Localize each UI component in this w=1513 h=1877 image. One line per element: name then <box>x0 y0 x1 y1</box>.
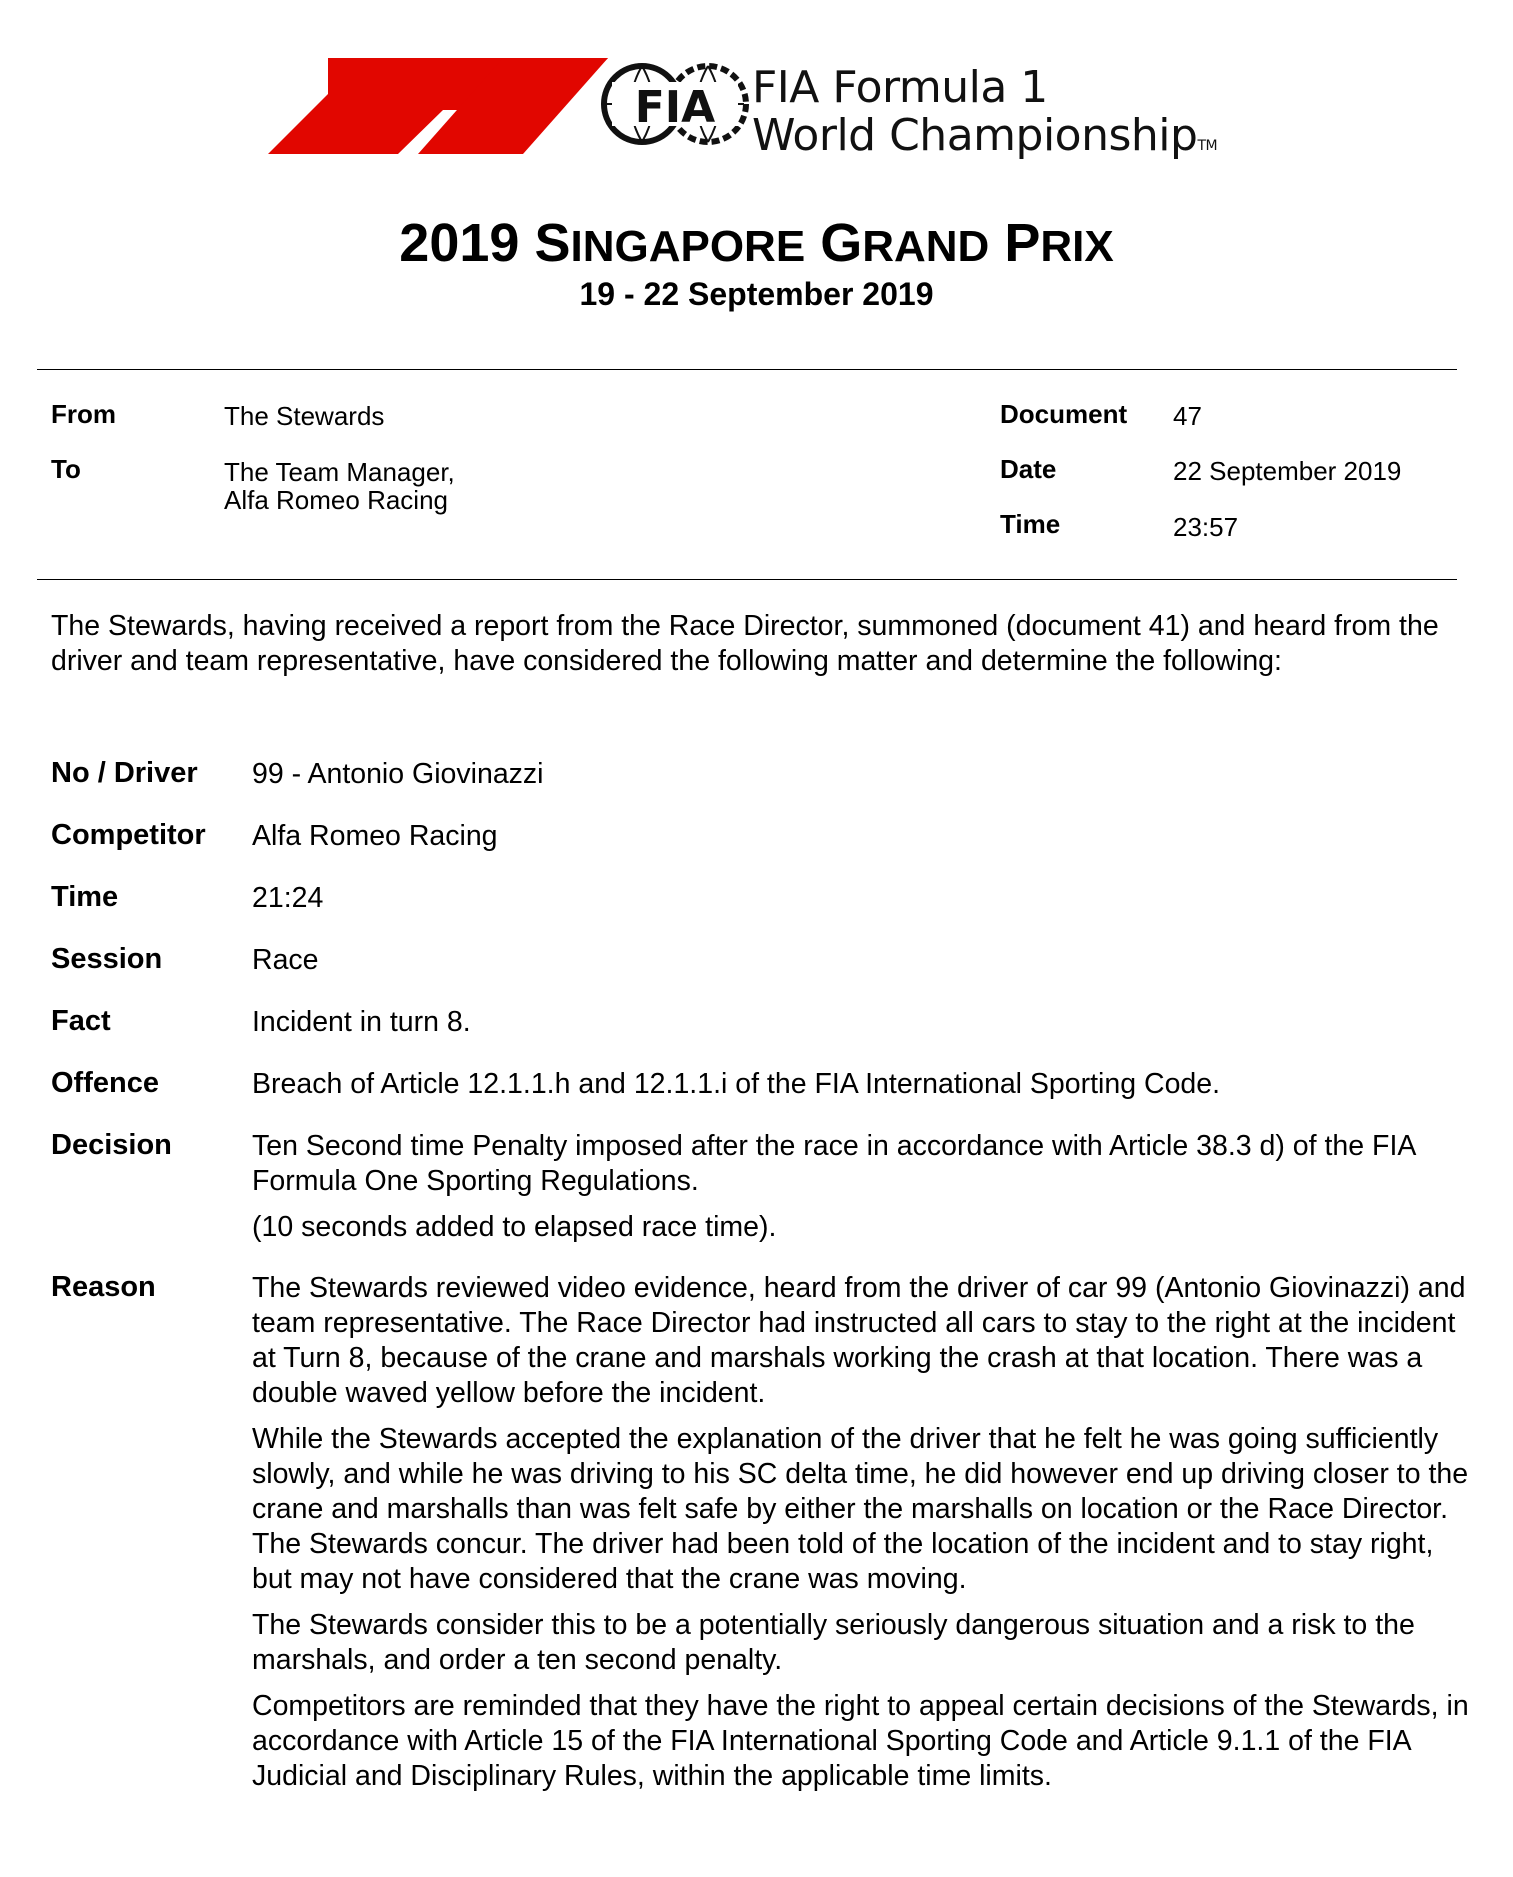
wordmark-line1: FIA Formula 1 <box>752 62 1048 113</box>
competitor-label: Competitor <box>51 819 206 851</box>
wordmark-line2: World ChampionshipTM <box>752 110 1218 161</box>
reason-paragraph-1: The Stewards reviewed video evidence, heard from the driver of car 99 (Antonio Giovinazzi) and team representative. The Race Director had instructed all cars to stay to the right at the incident at Turn 8, because of the crane and marshals working the crash at that location. There was a double waved yellow before the incident. <box>252 1272 1466 1409</box>
to-value: The Team Manager, Alfa Romeo Racing <box>224 457 455 515</box>
incident-time-label: Time <box>51 881 119 913</box>
header-logos <box>0 48 1513 168</box>
event-dates: 19 - 22 September 2019 <box>579 276 934 312</box>
fia-emblem-text: FIA <box>634 82 716 133</box>
time-value: 23:57 <box>1173 512 1239 542</box>
date-label: Date <box>1000 454 1057 484</box>
reason-paragraph-2: While the Stewards accepted the explanation of the driver that he felt he was going sufficiently slowly, and while he was driving to his SC delta time, he did however end up driving closer to the crane and marshalls than was felt safe by either the marshalls on location or the Race Director. The Stewards concur. The driver had been told of the location of the incident and to stay right, but may not have considered that the crane was moving. <box>252 1423 1469 1595</box>
session-label: Session <box>51 943 163 975</box>
decision-label: Decision <box>51 1129 172 1161</box>
fact-value: Incident in turn 8. <box>252 1006 471 1038</box>
driver-value: 99 - Antonio Giovinazzi <box>252 758 544 790</box>
date-value: 22 September 2019 <box>1173 456 1402 486</box>
decision-note: (10 seconds added to elapsed race time). <box>252 1211 777 1243</box>
time-label: Time <box>1000 509 1061 539</box>
event-title: 2019 SINGAPORE GRAND PRIX <box>399 213 1114 273</box>
driver-label: No / Driver <box>51 757 198 789</box>
trademark-mark: TM <box>1197 138 1218 154</box>
from-label: From <box>51 399 116 429</box>
offence-label: Offence <box>51 1067 159 1099</box>
f1-logo <box>268 58 608 154</box>
incident-time-value: 21:24 <box>252 882 324 914</box>
document-value: 47 <box>1173 401 1202 431</box>
decision-value <box>252 1129 1472 1256</box>
fia-emblem-icon <box>600 52 750 162</box>
reason-label: Reason <box>51 1271 156 1303</box>
to-label: To <box>51 454 81 484</box>
championship-wordmark <box>752 64 1217 170</box>
competitor-value: Alfa Romeo Racing <box>252 820 498 852</box>
from-value: The Stewards <box>224 401 385 431</box>
reason-paragraph-4: Competitors are reminded that they have the right to appeal certain decisions of the Stewards, in accordance with Article 15 of the FIA International Sporting Code and Article 9.1.1 of the FIA Judicial and Disciplinary Rules, within the applicable time limits. <box>252 1690 1469 1792</box>
offence-value: Breach of Article 12.1.1.h and 12.1.1.i of the FIA International Sporting Code. <box>252 1068 1221 1100</box>
fact-label: Fact <box>51 1005 111 1037</box>
reason-paragraph-3: The Stewards consider this to be a potentially seriously dangerous situation and a risk to the marshals, and order a ten second penalty. <box>252 1609 1415 1676</box>
divider-bottom <box>37 579 1457 580</box>
reason-value <box>252 1271 1472 1805</box>
divider-top <box>37 369 1457 370</box>
document-label: Document <box>1000 399 1128 429</box>
intro-paragraph: The Stewards, having received a report from the Race Director, summoned (document 41) and heard from the driver and team representative, have considered the following matter and determine the following: <box>51 610 1439 677</box>
decision-paragraph: Ten Second time Penalty imposed after the race in accordance with Article 38.3 d) of the FIA Formula One Sporting Regulations. <box>252 1130 1415 1197</box>
session-value: Race <box>252 944 319 976</box>
